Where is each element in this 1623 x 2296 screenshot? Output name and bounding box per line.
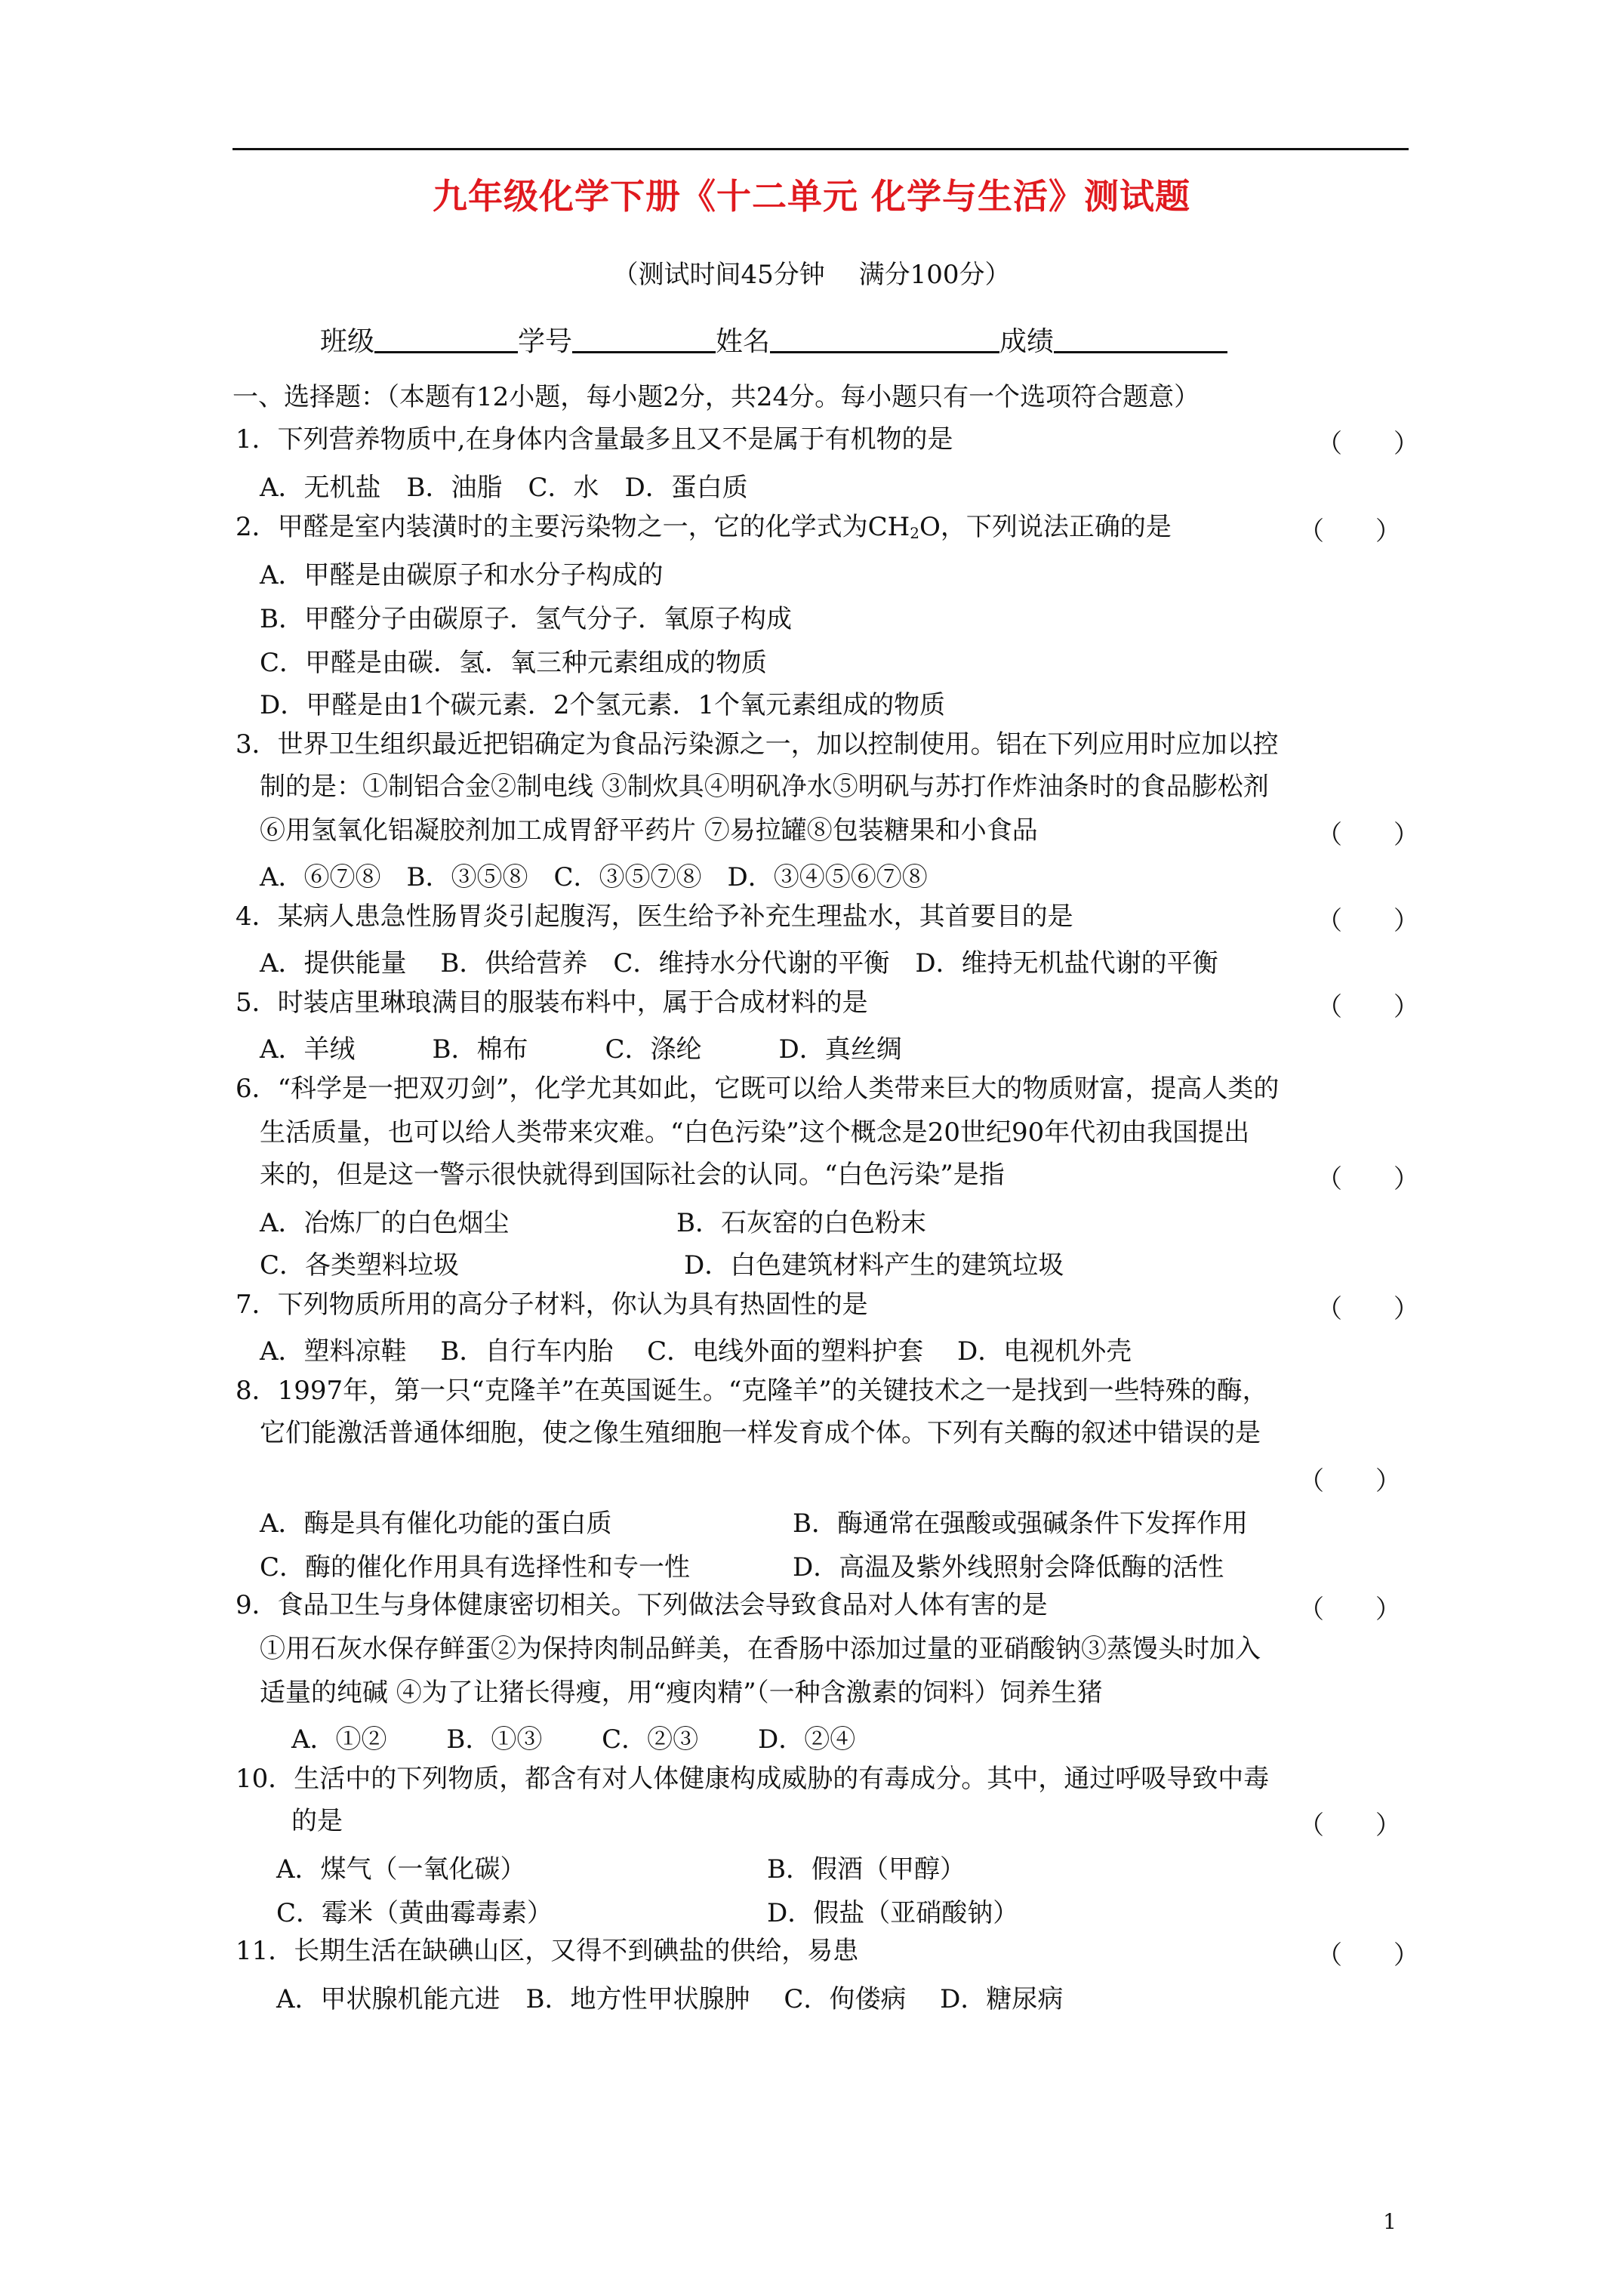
question-6-line-1: 6．“科学是一把双刃剑”，化学尤其如此，它既可以给人类带来巨大的物质财富，提高人类的 xyxy=(236,1074,1280,1104)
answer-paren-9: （ ） xyxy=(1298,1595,1401,1625)
question-3-line-1: 3．世界卫生组织最近把铝确定为食品污染源之一，加以控制使用。铝在下列应用时应加以控 xyxy=(236,729,1279,760)
name-label: 姓名 xyxy=(716,326,771,357)
question-2-option-d: D．甲醛是由1个碳元素．2个氢元素．1个氧元素组成的物质 xyxy=(260,690,946,720)
page-number: 1 xyxy=(1383,2209,1397,2234)
answer-paren-2: （ ） xyxy=(1298,516,1401,547)
answer-paren-3: （ ） xyxy=(1317,820,1419,850)
student-id-blank[interactable] xyxy=(572,325,716,353)
score-blank[interactable] xyxy=(1054,325,1227,353)
question-10-line-1: 10．生活中的下列物质，都含有对人体健康构成威胁的有毒成分。其中，通过呼吸导致中毒 xyxy=(236,1764,1270,1794)
answer-paren-6: （ ） xyxy=(1317,1164,1419,1194)
score-label: 成绩 xyxy=(999,326,1055,357)
section-heading: 一、选择题：（本题有12小题，每小题2分，共24分。每小题只有一个选项符合题意） xyxy=(233,382,1200,412)
question-8-option-c: C．酶的催化作用具有选择性和专一性 xyxy=(260,1552,691,1583)
question-8-option-b: B．酶通常在强酸或强碱条件下发挥作用 xyxy=(793,1509,1248,1539)
student-id-label: 学号 xyxy=(518,326,573,357)
question-11-stem: 11．长期生活在缺碘山区，又得不到碘盐的供给，易患 xyxy=(236,1936,859,1966)
question-10-option-a: A．煤气（一氧化碳） xyxy=(276,1854,526,1885)
question-9-line-2: 适量的纯碱 ④为了让猪长得瘦，用“瘦肉精”（一种含激素的饲料）饲养生猪 xyxy=(260,1678,1103,1708)
name-blank[interactable] xyxy=(770,325,999,353)
student-info-line xyxy=(320,320,1227,359)
answer-paren-4: （ ） xyxy=(1317,906,1419,936)
question-9-line-1: ①用石灰水保存鲜蛋②为保持肉制品鲜美，在香肠中添加过量的亚硝酸钠③蒸馒头时加入 xyxy=(260,1634,1261,1664)
question-3-line-3: ⑥用氢氧化铝凝胶剂加工成胃舒平药片 ⑦易拉罐⑧包装糖果和小食品 xyxy=(260,815,1038,846)
exam-subtitle: （测试时间45分钟 满分100分） xyxy=(612,260,1011,290)
question-10-line-2: 的是 xyxy=(291,1806,343,1836)
question-8-line-1: 8．1997年，第一只“克隆羊”在英国诞生。“克隆羊”的关键技术之一是找到一些特殊的酶， xyxy=(236,1376,1268,1406)
question-1-stem: 1．下列营养物质中,在身体内含量最多且又不是属于有机物的是 xyxy=(236,424,953,455)
question-6-line-3: 来的，但是这一警示很快就得到国际社会的认同。“白色污染”是指 xyxy=(260,1160,1005,1190)
class-label: 班级 xyxy=(320,326,375,357)
question-2-option-a: A．甲醛是由碳原子和水分子构成的 xyxy=(260,560,664,590)
question-2-option-c: C．甲醛是由碳．氢．氧三种元素组成的物质 xyxy=(260,648,768,678)
question-10-option-b: B．假酒（甲醇） xyxy=(767,1854,965,1885)
question-2-stem: 2．甲醛是室内装潢时的主要污染物之一，它的化学式为$CH_2O$，下列说法正确的是 xyxy=(236,512,1172,542)
question-1-options: A．无机盐 B．油脂 C．水 D．蛋白质 xyxy=(260,473,748,503)
question-6-option-b: B．石灰窑的白色粉末 xyxy=(676,1208,926,1238)
answer-paren-8: （ ） xyxy=(1298,1466,1401,1496)
question-11-options: A．甲状腺机能亢进 B．地方性甲状腺肿 C．佝偻病 D．糖尿病 xyxy=(276,1984,1064,2014)
question-7-stem: 7．下列物质所用的高分子材料，你认为具有热固性的是 xyxy=(236,1290,868,1320)
question-3-options: A．⑥⑦⑧ B．③⑤⑧ C．③⑤⑦⑧ D．③④⑤⑥⑦⑧ xyxy=(260,862,928,892)
question-6-option-c: C．各类塑料垃圾 xyxy=(260,1250,460,1281)
question-10-option-c: C．霉米（黄曲霉毒素） xyxy=(276,1898,553,1928)
answer-paren-7: （ ） xyxy=(1317,1294,1419,1324)
page-title: 九年级化学下册《十二单元 化学与生活》测试题 xyxy=(432,176,1190,217)
class-blank[interactable] xyxy=(374,325,518,353)
question-10-option-d: D．假盐（亚硝酸钠） xyxy=(767,1898,1019,1928)
question-8-line-2: 它们能激活普通体细胞，使之像生殖细胞一样发育成个体。下列有关酶的叙述中错误的是 xyxy=(260,1418,1261,1448)
answer-paren-10: （ ） xyxy=(1298,1811,1401,1841)
question-9-options: A．①② B．①③ C．②③ D．②④ xyxy=(291,1724,856,1755)
question-9-stem: 9．食品卫生与身体健康密切相关。下列做法会导致食品对人体有害的是 xyxy=(236,1590,1048,1620)
question-6-line-2: 生活质量，也可以给人类带来灾难。“白色污染”这个概念是20世纪90年代初由我国提出 xyxy=(260,1117,1250,1148)
question-5-options: A．羊绒 B．棉布 C．涤纶 D．真丝绸 xyxy=(260,1034,902,1065)
question-6-option-d: D．白色建筑材料产生的建筑垃圾 xyxy=(684,1250,1064,1281)
answer-paren-5: （ ） xyxy=(1317,992,1419,1022)
question-7-options: A．塑料凉鞋 B．自行车内胎 C．电线外面的塑料护套 D．电视机外壳 xyxy=(260,1336,1132,1367)
question-2-option-b: B．甲醛分子由碳原子．氢气分子．氧原子构成 xyxy=(260,604,792,634)
answer-paren-11: （ ） xyxy=(1317,1940,1419,1971)
question-5-stem: 5．时装店里琳琅满目的服装布料中，属于合成材料的是 xyxy=(236,988,868,1018)
question-8-option-a: A．酶是具有催化功能的蛋白质 xyxy=(260,1509,612,1539)
question-8-option-d: D．高温及紫外线照射会降低酶的活性 xyxy=(793,1552,1224,1583)
answer-paren-1: （ ） xyxy=(1317,429,1419,459)
question-3-line-2: 制的是：①制铝合金②制电线 ③制炊具④明矾净水⑤明矾与苏打作炸油条时的食品膨松剂 xyxy=(260,772,1269,802)
header-rule xyxy=(233,148,1409,150)
question-4-options: A．提供能量 B．供给营养 C．维持水分代谢的平衡 D．维持无机盐代谢的平衡 xyxy=(260,948,1218,978)
question-6-option-a: A．冶炼厂的白色烟尘 xyxy=(260,1208,510,1238)
question-4-stem: 4．某病人患急性肠胃炎引起腹泻，医生给予补充生理盐水，其首要目的是 xyxy=(236,901,1073,932)
